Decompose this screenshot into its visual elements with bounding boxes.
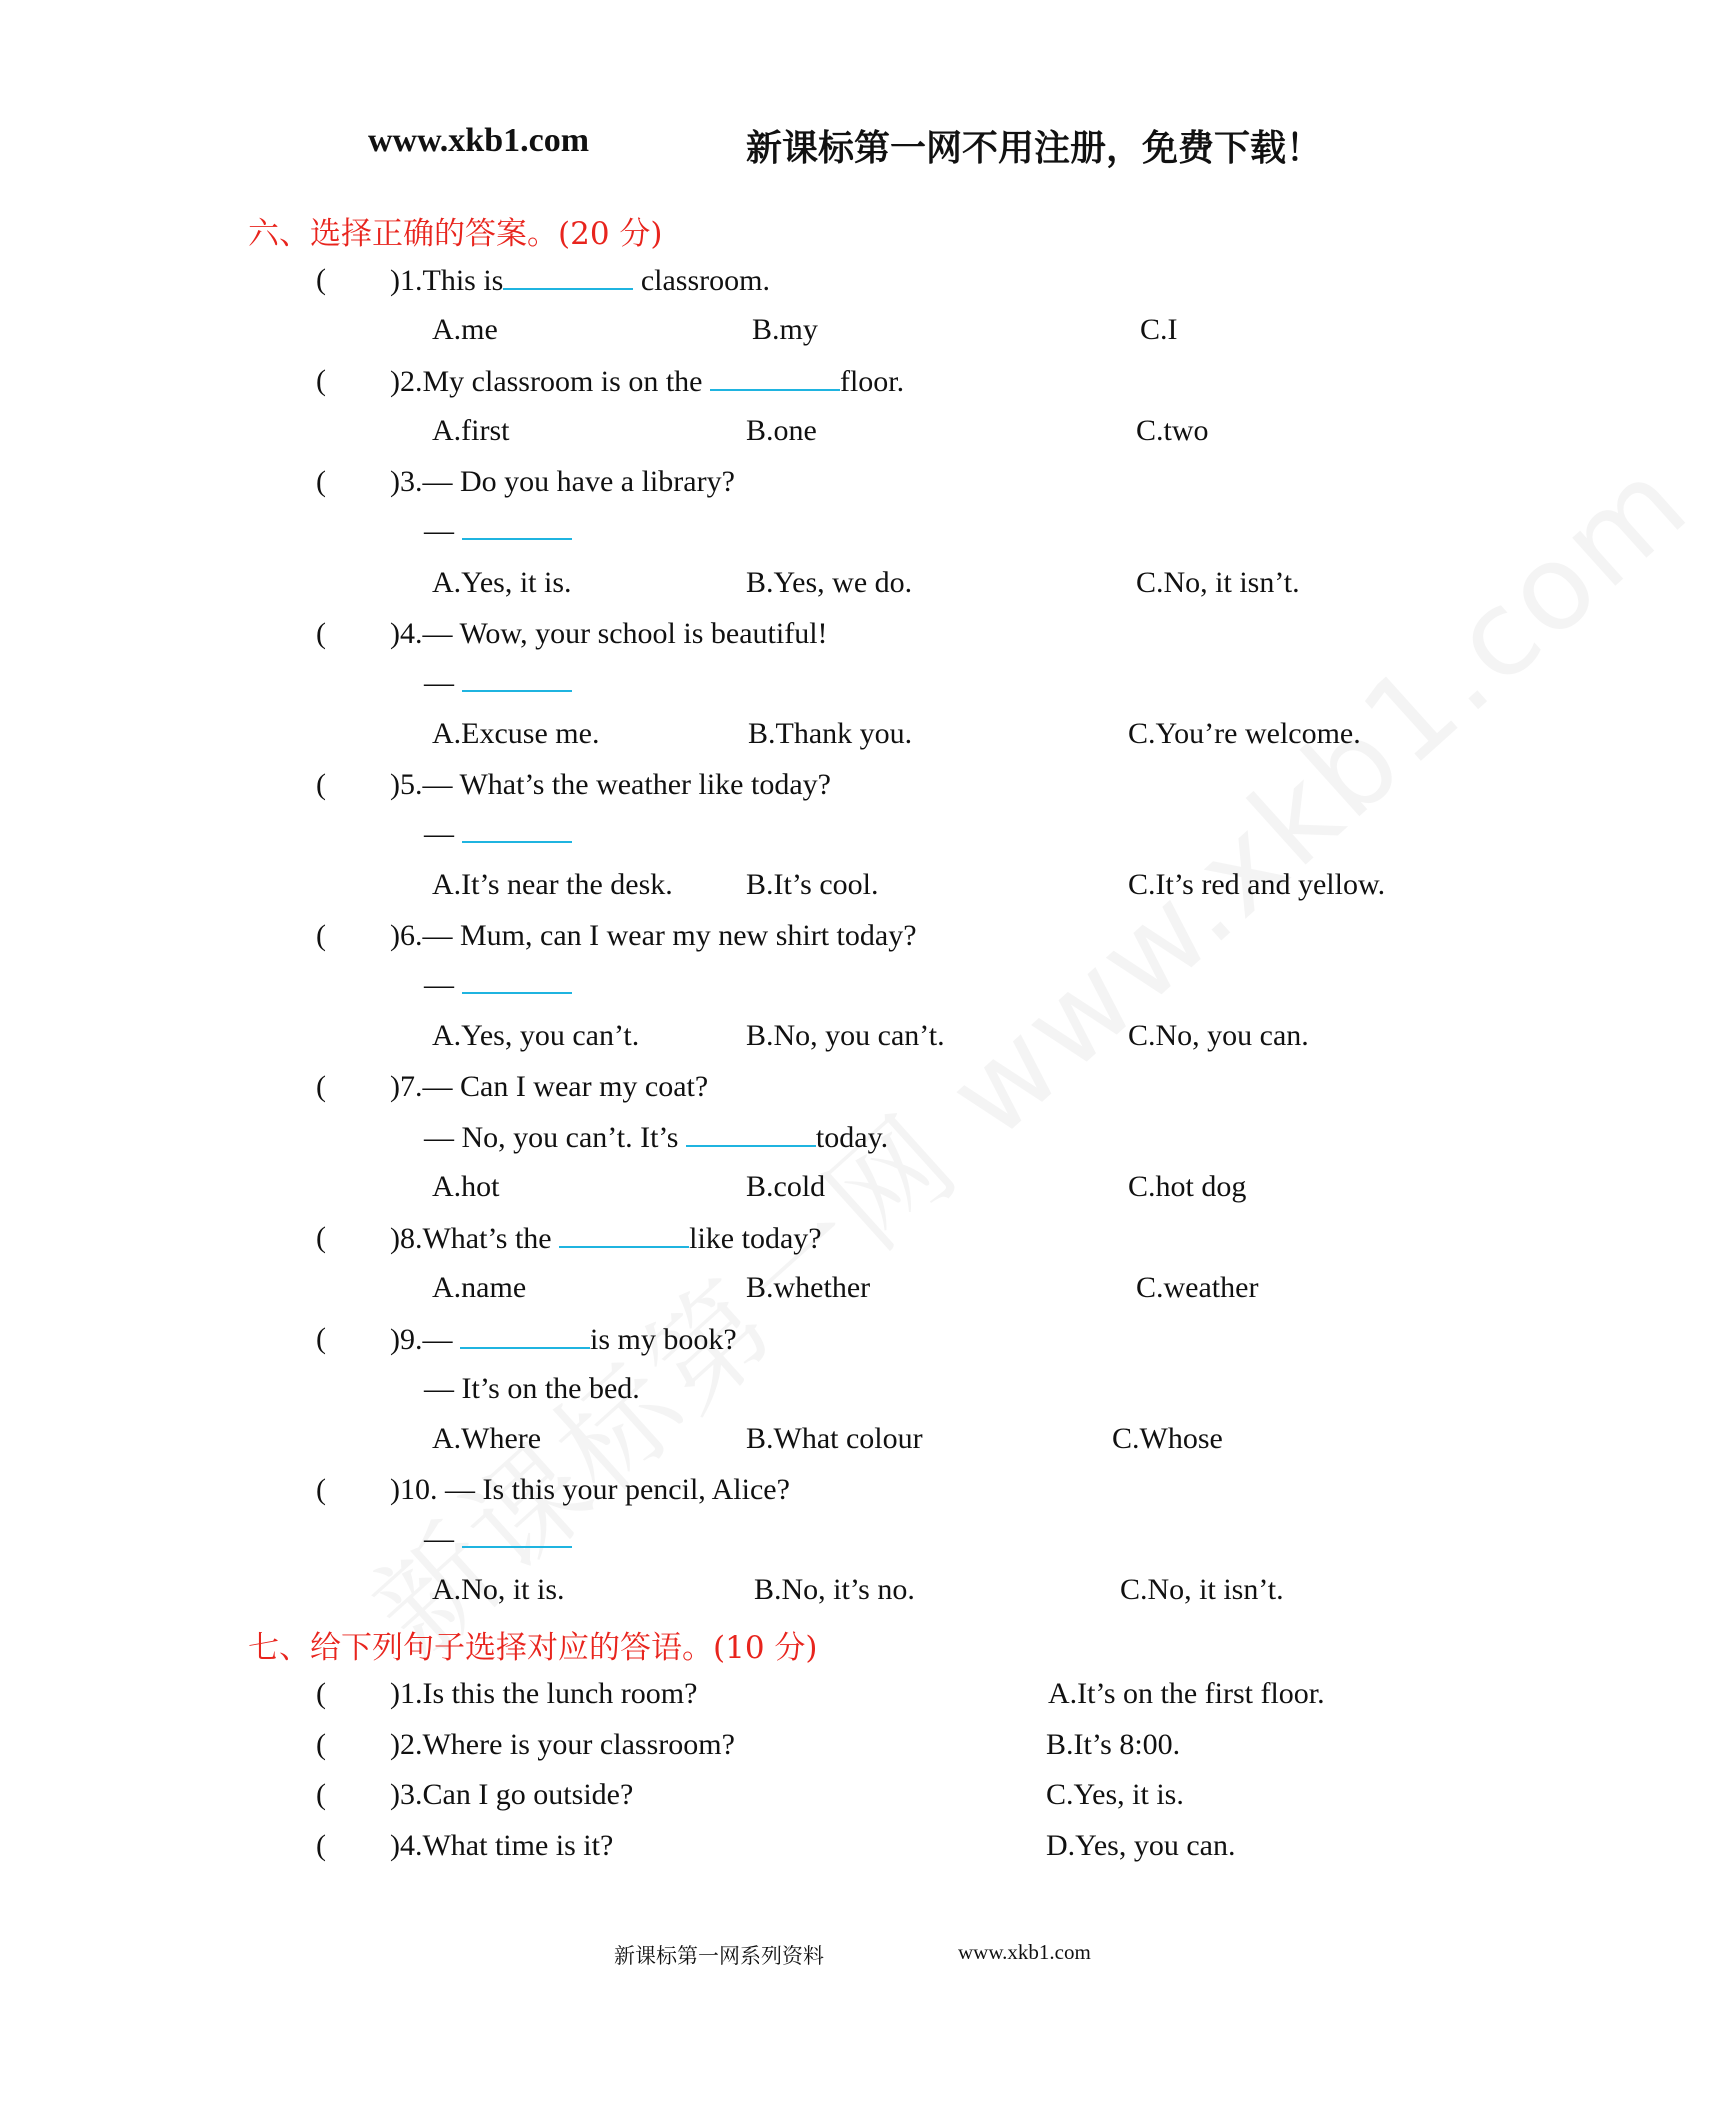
response-line: — It’s on the bed.: [424, 1372, 640, 1405]
question-stem: )5.— What’s the weather like today?: [390, 768, 831, 801]
footer-left: 新课标第一网系列资料: [614, 1944, 824, 1968]
answer-blank[interactable]: [460, 1321, 590, 1349]
answer-paren[interactable]: (: [316, 1070, 326, 1103]
answer-blank[interactable]: [462, 966, 572, 994]
response-line: — No, you can’t. It’s today.: [424, 1121, 889, 1154]
option-a: A.first: [432, 414, 510, 447]
option-c: C.You’re welcome.: [1128, 717, 1361, 750]
answer-paren[interactable]: (: [316, 1778, 326, 1811]
question-stem: )3.— Do you have a library?: [390, 465, 735, 498]
answer-blank[interactable]: [462, 1520, 572, 1548]
match-answer: C.Yes, it is.: [1046, 1778, 1184, 1811]
answer-blank[interactable]: [559, 1220, 689, 1248]
option-c: C.It’s red and yellow.: [1128, 868, 1386, 901]
answer-blank[interactable]: [462, 512, 572, 540]
answer-paren[interactable]: (: [316, 768, 326, 801]
option-c: C.two: [1136, 414, 1209, 447]
option-c: C.No, it isn’t.: [1120, 1573, 1284, 1606]
answer-paren[interactable]: (: [316, 617, 326, 650]
match-question: )3.Can I go outside?: [390, 1778, 634, 1811]
question-stem: )8.What’s the like today?: [390, 1222, 822, 1255]
match-question: )1.Is this the lunch room?: [390, 1677, 698, 1710]
answer-paren[interactable]: (: [316, 1473, 326, 1506]
question-stem: )4.— Wow, your school is beautiful!: [390, 617, 828, 650]
question-stem: )1.This is classroom.: [390, 264, 770, 297]
answer-blank[interactable]: [686, 1119, 816, 1147]
option-a: A.Excuse me.: [432, 717, 600, 750]
option-b: B.Thank you.: [748, 717, 913, 750]
option-b: B.cold: [746, 1170, 826, 1203]
header-slogan: 新课标第一网不用注册，免费下载！: [746, 128, 1323, 169]
response-line: —: [424, 1520, 572, 1557]
response-line: —: [424, 512, 572, 549]
question-stem: )6.— Mum, can I wear my new shirt today?: [390, 919, 917, 952]
option-a: A.hot: [432, 1170, 500, 1203]
answer-paren[interactable]: (: [316, 1829, 326, 1862]
match-answer: D.Yes, you can.: [1046, 1829, 1236, 1862]
answer-blank[interactable]: [462, 664, 572, 692]
option-b: B.whether: [746, 1271, 871, 1304]
response-line: —: [424, 664, 572, 701]
question-stem: )10. — Is this your pencil, Alice?: [390, 1473, 790, 1506]
section6-title: 六、选择正确的答案。(20 分): [248, 216, 663, 252]
answer-paren[interactable]: (: [316, 1677, 326, 1710]
answer-blank[interactable]: [462, 815, 572, 843]
response-line: —: [424, 815, 572, 852]
match-answer: A.It’s on the first floor.: [1048, 1677, 1325, 1710]
option-c: C.weather: [1136, 1271, 1259, 1304]
answer-paren[interactable]: (: [316, 1322, 326, 1355]
option-b: B.Yes, we do.: [746, 566, 913, 599]
match-answer: B.It’s 8:00.: [1046, 1728, 1181, 1761]
option-c: C.Whose: [1112, 1422, 1223, 1455]
section7-title: 七、给下列句子选择对应的答语。(10 分): [248, 1630, 818, 1666]
question-stem: )9.— is my book?: [390, 1323, 737, 1356]
option-c: C.I: [1140, 313, 1178, 346]
answer-blank[interactable]: [503, 262, 633, 290]
answer-paren[interactable]: (: [316, 1221, 326, 1254]
question-stem: )2.My classroom is on the floor.: [390, 365, 905, 398]
option-a: A.Yes, it is.: [432, 566, 572, 599]
option-a: A.Where: [432, 1422, 542, 1455]
option-c: C.No, it isn’t.: [1136, 566, 1300, 599]
option-c: C.No, you can.: [1128, 1019, 1309, 1052]
option-b: B.one: [746, 414, 817, 447]
option-b: B.No, it’s no.: [754, 1573, 915, 1606]
option-a: A.name: [432, 1271, 527, 1304]
option-b: B.No, you can’t.: [746, 1019, 945, 1052]
option-b: B.What colour: [746, 1422, 923, 1455]
option-a: A.Yes, you can’t.: [432, 1019, 640, 1052]
answer-blank[interactable]: [710, 363, 840, 391]
response-line: —: [424, 966, 572, 1003]
match-question: )4.What time is it?: [390, 1829, 614, 1862]
option-a: A.No, it is.: [432, 1573, 565, 1606]
answer-paren[interactable]: (: [316, 263, 326, 296]
question-stem: )7.— Can I wear my coat?: [390, 1070, 709, 1103]
option-a: A.me: [432, 313, 498, 346]
answer-paren[interactable]: (: [316, 465, 326, 498]
answer-paren[interactable]: (: [316, 364, 326, 397]
answer-paren[interactable]: (: [316, 1728, 326, 1761]
option-b: B.my: [752, 313, 818, 346]
answer-paren[interactable]: (: [316, 919, 326, 952]
header-url: www.xkb1.com: [368, 122, 590, 159]
option-c: C.hot dog: [1128, 1170, 1247, 1203]
footer-url[interactable]: www.xkb1.com: [958, 1940, 1091, 1964]
option-a: A.It’s near the desk.: [432, 868, 673, 901]
match-question: )2.Where is your classroom?: [390, 1728, 735, 1761]
option-b: B.It’s cool.: [746, 868, 879, 901]
